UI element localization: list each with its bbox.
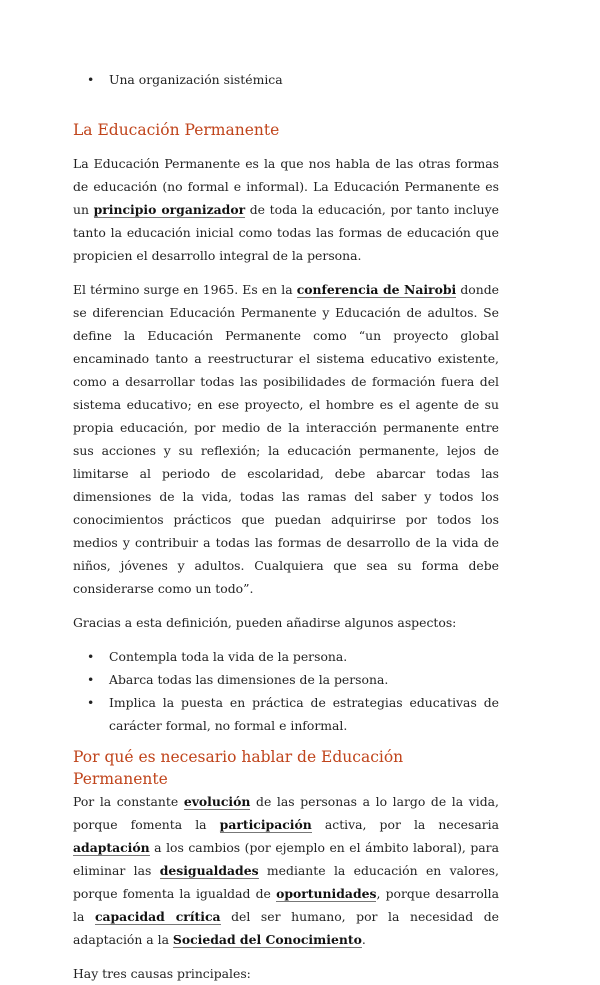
paragraph: Por la constante evolución de las personas a lo largo de la vida, porque fomenta la participación activa, por la necesaria adaptación a los cambios (por ejemplo en el ámbito laboral), para eliminar las desigualdades mediante la educación en valores, porque fomenta la igualdad de oportunidades, porque desarrolla la capacidad crítica del ser humano, por la necesidad de adaptación a la Sociedad del Conocimiento. bbox=[73, 794, 500, 947]
bold-term: principio organizador bbox=[93, 202, 246, 217]
bold-term: participación bbox=[219, 817, 312, 832]
aspects-bullet-list bbox=[73, 645, 499, 737]
paragraph: Gracias a esta definición, pueden añadirse algunos aspectos: bbox=[73, 615, 457, 630]
document-body bbox=[73, 68, 499, 985]
section-heading-por-que: Por qué es necesario hablar de Educación Permanente bbox=[73, 748, 404, 788]
bold-term: oportunidades bbox=[276, 886, 377, 901]
bold-term: desigualdades bbox=[159, 863, 259, 878]
list-item: • Implica la puesta en práctica de estrategias educativas de carácter formal, no formal e informal. bbox=[73, 691, 499, 737]
paragraph: La Educación Permanente es la que nos habla de las otras formas de educación (no formal e informal). La Educación Permanente es un principio organizador de toda la educación, por tanto incluye tanto la educación inicial como todas las formas de educación que propicien el desarrollo integral de la persona. bbox=[73, 156, 499, 263]
bold-term: adaptación bbox=[73, 840, 150, 855]
bold-term: capacidad crítica bbox=[94, 909, 221, 924]
top-bullet-list bbox=[73, 68, 499, 91]
list-item: • Abarca todas las dimensiones de la persona. bbox=[73, 668, 499, 691]
section-heading-educacion-permanente: La Educación Permanente bbox=[73, 121, 280, 139]
bold-term: conferencia de Nairobi bbox=[296, 282, 457, 297]
bold-term: Sociedad del Conocimiento bbox=[172, 932, 362, 947]
bold-term: evolución bbox=[183, 794, 251, 809]
list-item: • Contempla toda la vida de la persona. bbox=[73, 645, 499, 668]
paragraph: El término surge en 1965. Es en la conferencia de Nairobi donde se diferencian Educación Permanente y Educación de adultos. Se define la Educación Permanente como “un proyecto global encaminado tanto a reestructurar el sistema educativo existente, como a desarrollar todas las posibilidades de formación fuera del sistema educativo; en ese proyecto, el hombre es el agente de su propia educación, por medio de la interacción permanente entre sus acciones y su reflexión; la educación permanente, lejos de limitarse al periodo de escolaridad, debe abarcar todas las dimensiones de la vida, todas las ramas del saber y todos los conocimientos prácticos que puedan adquirirse por todos los medios y contribuir a todas las formas de desarrollo de la vida de niños, jóvenes y adultos. Cualquiera que sea su forma debe considerarse como un todo”. bbox=[73, 282, 499, 596]
list-item: • Una organización sistémica bbox=[73, 68, 499, 91]
paragraph: Hay tres causas principales: bbox=[73, 966, 251, 981]
